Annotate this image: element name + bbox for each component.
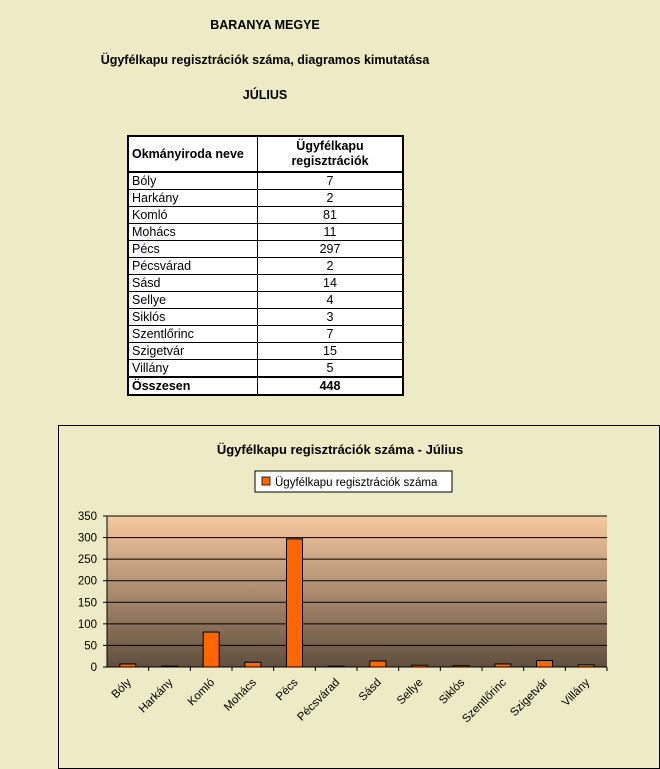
y-tick-label: 350 xyxy=(77,511,97,523)
bar xyxy=(203,632,219,667)
x-tick-label: Villány xyxy=(559,676,593,709)
office-name-cell: Bóly xyxy=(128,172,258,190)
column-header-registrations xyxy=(258,136,404,172)
table-row xyxy=(128,190,403,207)
bar xyxy=(328,666,344,667)
registration-count-cell: 5 xyxy=(258,360,404,378)
registration-count-cell: 2 xyxy=(258,258,404,275)
legend-label: Ügyfélkapu regisztrációk száma xyxy=(275,477,438,489)
x-tick-label: Komló xyxy=(185,676,218,709)
office-name-cell: Pécs xyxy=(128,241,258,258)
chart-title: Ügyfélkapu regisztrációk száma - Július xyxy=(216,442,464,457)
x-tick-label: Sellye xyxy=(394,676,426,708)
registration-count-cell: 14 xyxy=(258,275,404,292)
column-header-office: Okmányiroda neve xyxy=(128,136,258,172)
office-name-cell: Sellye xyxy=(128,292,258,309)
office-name-cell: Mohács xyxy=(128,224,258,241)
office-name-cell: Szigetvár xyxy=(128,343,258,360)
bar xyxy=(495,664,511,667)
table-row xyxy=(128,224,403,241)
y-tick-label: 0 xyxy=(90,662,97,674)
office-name-cell: Sásd xyxy=(128,275,258,292)
registration-count-cell: 2 xyxy=(258,190,404,207)
chart-container xyxy=(58,425,660,769)
x-tick-label: Mohács xyxy=(221,676,259,714)
table-header-row xyxy=(128,136,403,172)
table-row xyxy=(128,343,403,360)
column-header-registrations-line2: regisztrációk xyxy=(291,154,369,168)
bar xyxy=(370,661,386,667)
bar xyxy=(287,539,303,667)
table-row xyxy=(128,241,403,258)
y-tick-label: 50 xyxy=(84,640,97,653)
table-row xyxy=(128,258,403,275)
office-name-cell: Villány xyxy=(128,360,258,378)
registration-count-cell: 4 xyxy=(258,292,404,309)
x-tick-label: Sásd xyxy=(356,676,384,704)
bar xyxy=(162,666,178,667)
x-tick-label: Bóly xyxy=(109,676,134,701)
office-name-cell: Harkány xyxy=(128,190,258,207)
y-tick-label: 250 xyxy=(77,554,97,567)
y-tick-label: 200 xyxy=(77,575,97,588)
table-row xyxy=(128,275,403,292)
bar xyxy=(120,664,136,667)
y-tick-label: 150 xyxy=(77,597,97,610)
column-header-registrations-line1: Ügyfélkapu xyxy=(296,139,364,153)
table-total-row xyxy=(128,377,403,395)
office-name-cell: Pécsvárad xyxy=(128,258,258,275)
report-county-title: BARANYA MEGYE xyxy=(210,18,320,32)
total-value: 448 xyxy=(258,377,404,395)
registrations-table xyxy=(127,135,404,396)
registration-count-cell: 297 xyxy=(258,241,404,258)
plot-area xyxy=(107,516,607,667)
table-row xyxy=(128,292,403,309)
report-subtitle: Ügyfélkapu regisztrációk száma, diagramos kimutatása xyxy=(100,53,430,67)
table-row xyxy=(128,326,403,343)
bar-chart xyxy=(59,426,659,768)
table-row xyxy=(128,207,403,224)
bar xyxy=(453,666,469,667)
registration-count-cell: 81 xyxy=(258,207,404,224)
table-row xyxy=(128,309,403,326)
x-tick-label: Pécsvárad xyxy=(295,676,343,724)
x-tick-label: Szentlőrinc xyxy=(460,676,509,726)
report-month: JÚLIUS xyxy=(242,88,288,102)
registration-count-cell: 7 xyxy=(258,172,404,190)
registration-count-cell: 15 xyxy=(258,343,404,360)
registration-count-cell: 11 xyxy=(258,224,404,241)
registration-count-cell: 7 xyxy=(258,326,404,343)
x-tick-label: Szigetvár xyxy=(508,676,551,720)
x-tick-label: Harkány xyxy=(136,676,176,716)
legend-swatch xyxy=(262,477,270,485)
office-name-cell: Komló xyxy=(128,207,258,224)
x-tick-label: Pécs xyxy=(274,676,301,704)
bar xyxy=(412,665,428,667)
table-row xyxy=(128,172,403,190)
office-name-cell: Szentlőrinc xyxy=(128,326,258,343)
x-tick-label: Siklós xyxy=(437,676,468,707)
bar xyxy=(537,661,553,667)
office-name-cell: Siklós xyxy=(128,309,258,326)
registration-count-cell: 3 xyxy=(258,309,404,326)
bar xyxy=(245,662,261,667)
bar xyxy=(578,665,594,667)
total-label: Összesen xyxy=(128,377,258,395)
table-row xyxy=(128,360,403,378)
y-tick-label: 100 xyxy=(77,618,97,631)
y-tick-label: 300 xyxy=(77,532,97,545)
